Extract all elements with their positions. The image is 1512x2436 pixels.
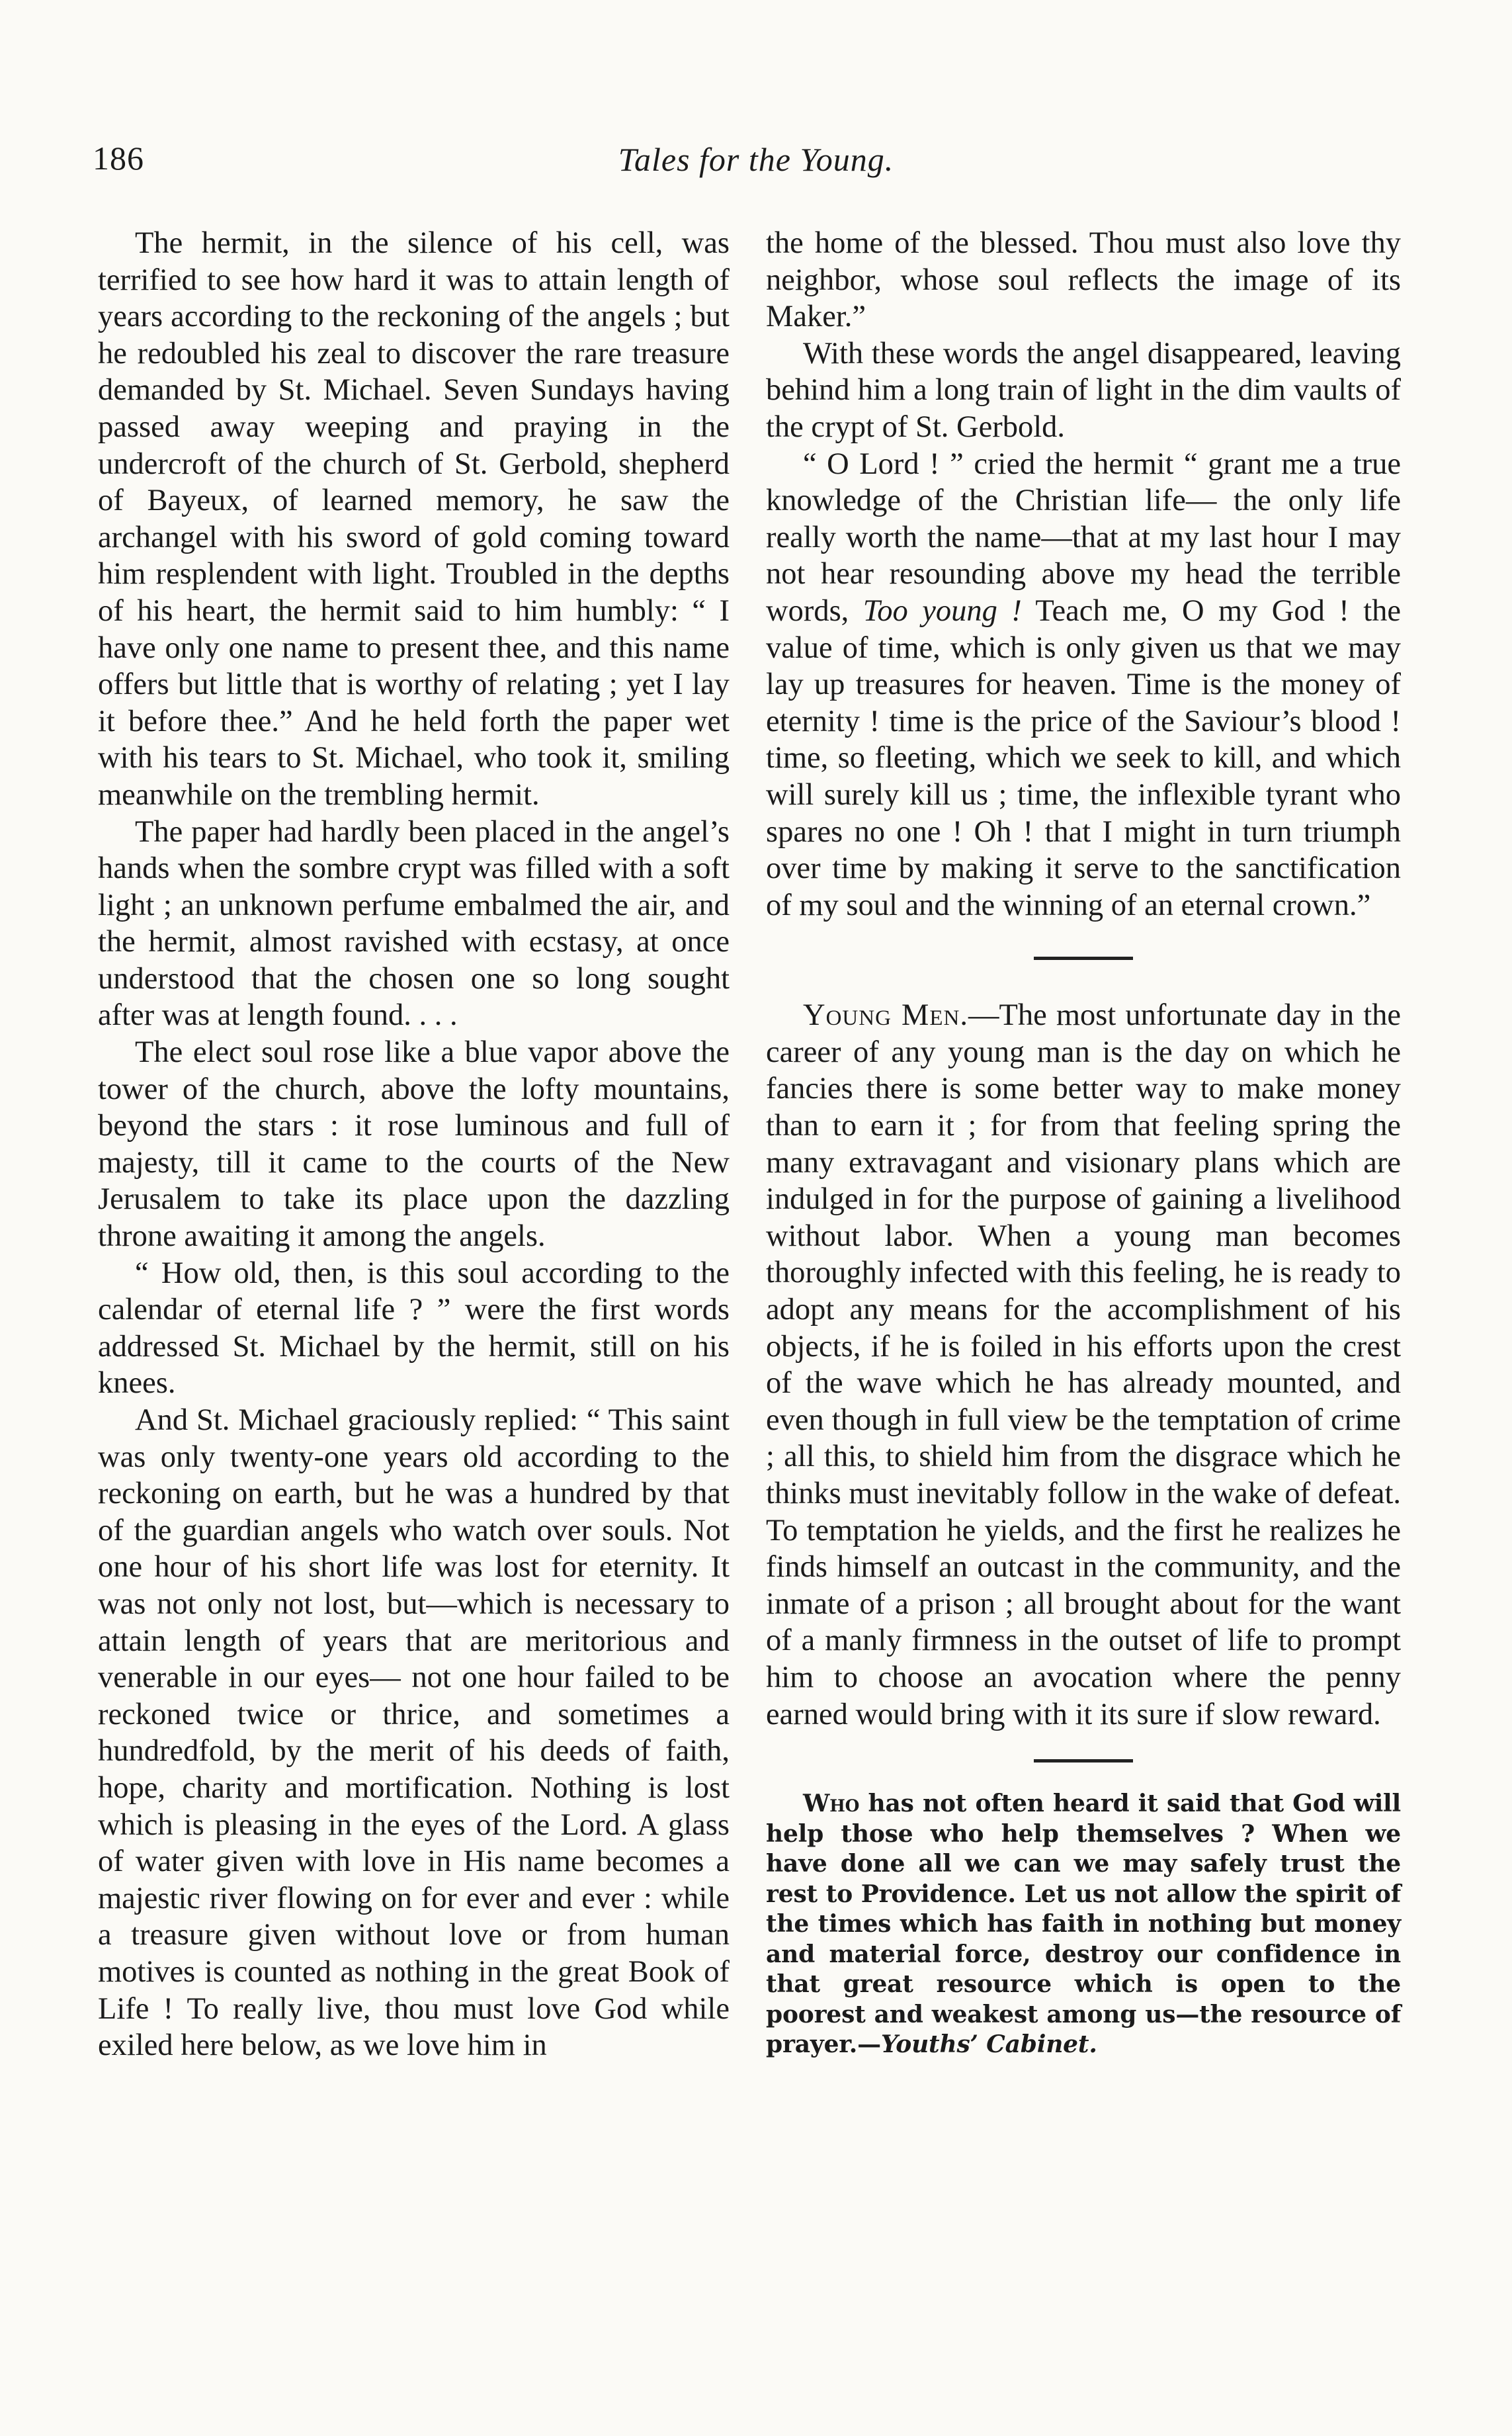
paragraph-home-of-blessed: the home of the blessed. Thou must also love thy neighbor, whose soul reflects the image of its Maker.” — [766, 226, 1401, 334]
page-number: 186 — [93, 140, 144, 177]
self-help-lead: Who — [803, 1790, 860, 1818]
self-help-source: Youths’ Cabinet. — [880, 2030, 1097, 2059]
section-divider-2 — [1034, 1759, 1133, 1762]
paragraph-paper-placed: The paper had hardly been placed in the angel’s hands when the sombre crypt was filled with a soft light ; an unknown perfume embalmed the air, and the hermit, almost ravished with ecstasy, at once understood that the chosen one so long sought after was at length found. . . . — [98, 814, 730, 1033]
self-help-body: has not often heard it said that God will help those who help themselves ? When we have done all we can we may safely trust the rest to Providence. Let us not allow the spirit of the times which has faith in nothing but money and material force, destroy our confidence in that great resource which is open to the poorest and weakest among us—the resource of prayer.— — [766, 1790, 1401, 2059]
paragraph-young-men — [766, 997, 1401, 1733]
running-title: Tales for the Young. — [618, 141, 894, 178]
paragraph-how-old: “ How old, then, is this soul according to the calendar of eternal life ? ” were the first words addressed St. Michael by the hermit, still on his knees. — [98, 1256, 730, 1401]
prayer-text-start: “ O Lord ! ” cried the hermit “ grant me a true knowledge of the Christian life— the only life really worth the name—that at my last hour I may not hear resounding above my head the terrible words, — [766, 447, 1401, 628]
young-men-body: —The most unfortunate day in the career of any young man is the day on which he fancies there is some better way to make money than to earn it ; for from that feeling spring the many extravagant and visionary plans which are indulged in for the purpose of gaining a livelihood without labor. When a young man becomes thoroughly infected with this feeling, he is ready to adopt any means for the accomplishment of his objects, if he is foiled in his efforts upon the crest of the wave which he has already mounted, and even though in full view be the temptation of crime ; all this, to shield him from the disgrace which he thinks must inevitably follow in the wake of defeat. To temptation he yields, and the first he realizes he finds himself an outcast in the community, and the inmate of a prison ; all brought about for the want of a manly firmness in the outset of life to prompt him to choose an avocation where the penny earned would bring with it its sure if slow reward. — [766, 998, 1401, 1731]
paragraph-angel-disappeared: With these words the angel disappeared, leaving behind him a long train of light in the dim vaults of the crypt of St. Gerbold. — [766, 336, 1401, 444]
paragraph-hermit-prayer — [766, 446, 1401, 924]
young-men-heading: Young Men. — [803, 998, 968, 1033]
paragraph-elect-soul: The elect soul rose like a blue vapor above the tower of the church, above the lofty mountains, beyond the stars : it rose luminous and full of majesty, till it came to the courts of the New Jerusalem to take its place upon the dazzling throne awaiting it among the angels. — [98, 1035, 730, 1254]
paragraph-hermit-cell: The hermit, in the silence of his cell, was terrified to see how hard it was to attain length of years according to the reckoning of the angels ; but he redoubled his zeal to discover the rare treasure demanded by St. Michael. Seven Sundays having passed away weeping and praying in the undercroft of the church of St. Gerbold, shepherd of Bayeux, of learned memory, he saw the archangel with his sword of gold coming toward him resplendent with light. Troubled in the depths of his heart, the hermit said to him humbly: “ I have only one name to present thee, and this name offers but little that is worthy of relating ; yet I lay it before thee.” And he held forth the paper wet with his tears to St. Michael, who took it, smiling meanwhile on the trembling hermit. — [98, 226, 730, 812]
right-column — [766, 225, 1401, 2060]
prayer-text-end: Teach me, O my God ! the value of time, which is only given us that we may lay up treasures for heaven. Time is the money of eternity ! time is the price of the Saviour’s blood ! time, so fleeting, which we seek to kill, and which will surely kill us ; time, the inflexible tyrant who spares no one ! Oh ! that I might in turn triumph over time by making it serve to the sanctification of my soul and the winning of an eternal crown.” — [766, 593, 1402, 922]
section-divider — [1034, 957, 1133, 960]
prayer-italic-words: Too young ! — [862, 593, 1022, 628]
paragraph-self-help — [766, 1789, 1401, 2060]
paragraph-michael-reply: And St. Michael graciously replied: “ This saint was only twenty-one years old according to the reckoning on earth, but he was a hundred by that of the guardian angels who watch over souls. Not one hour of his short life was lost for eternity. It was not only not lost, but—which is necessary to attain length of years that are meritorious and venerable in our eyes— not one hour failed to be reckoned twice or thrice, and sometimes a hundredfold, by the merit of his deeds of faith, hope, charity and mortification. Nothing is lost which is pleasing in the eyes of the Lord. A glass of water given with love in His name becomes a majestic river flowing on for ever and ever : while a treasure given without love or from human motives is counted as nothing in the great Book of Life ! To really live, thou must love God while exiled here below, as we love him in — [98, 1403, 730, 2063]
left-column — [98, 225, 730, 2064]
